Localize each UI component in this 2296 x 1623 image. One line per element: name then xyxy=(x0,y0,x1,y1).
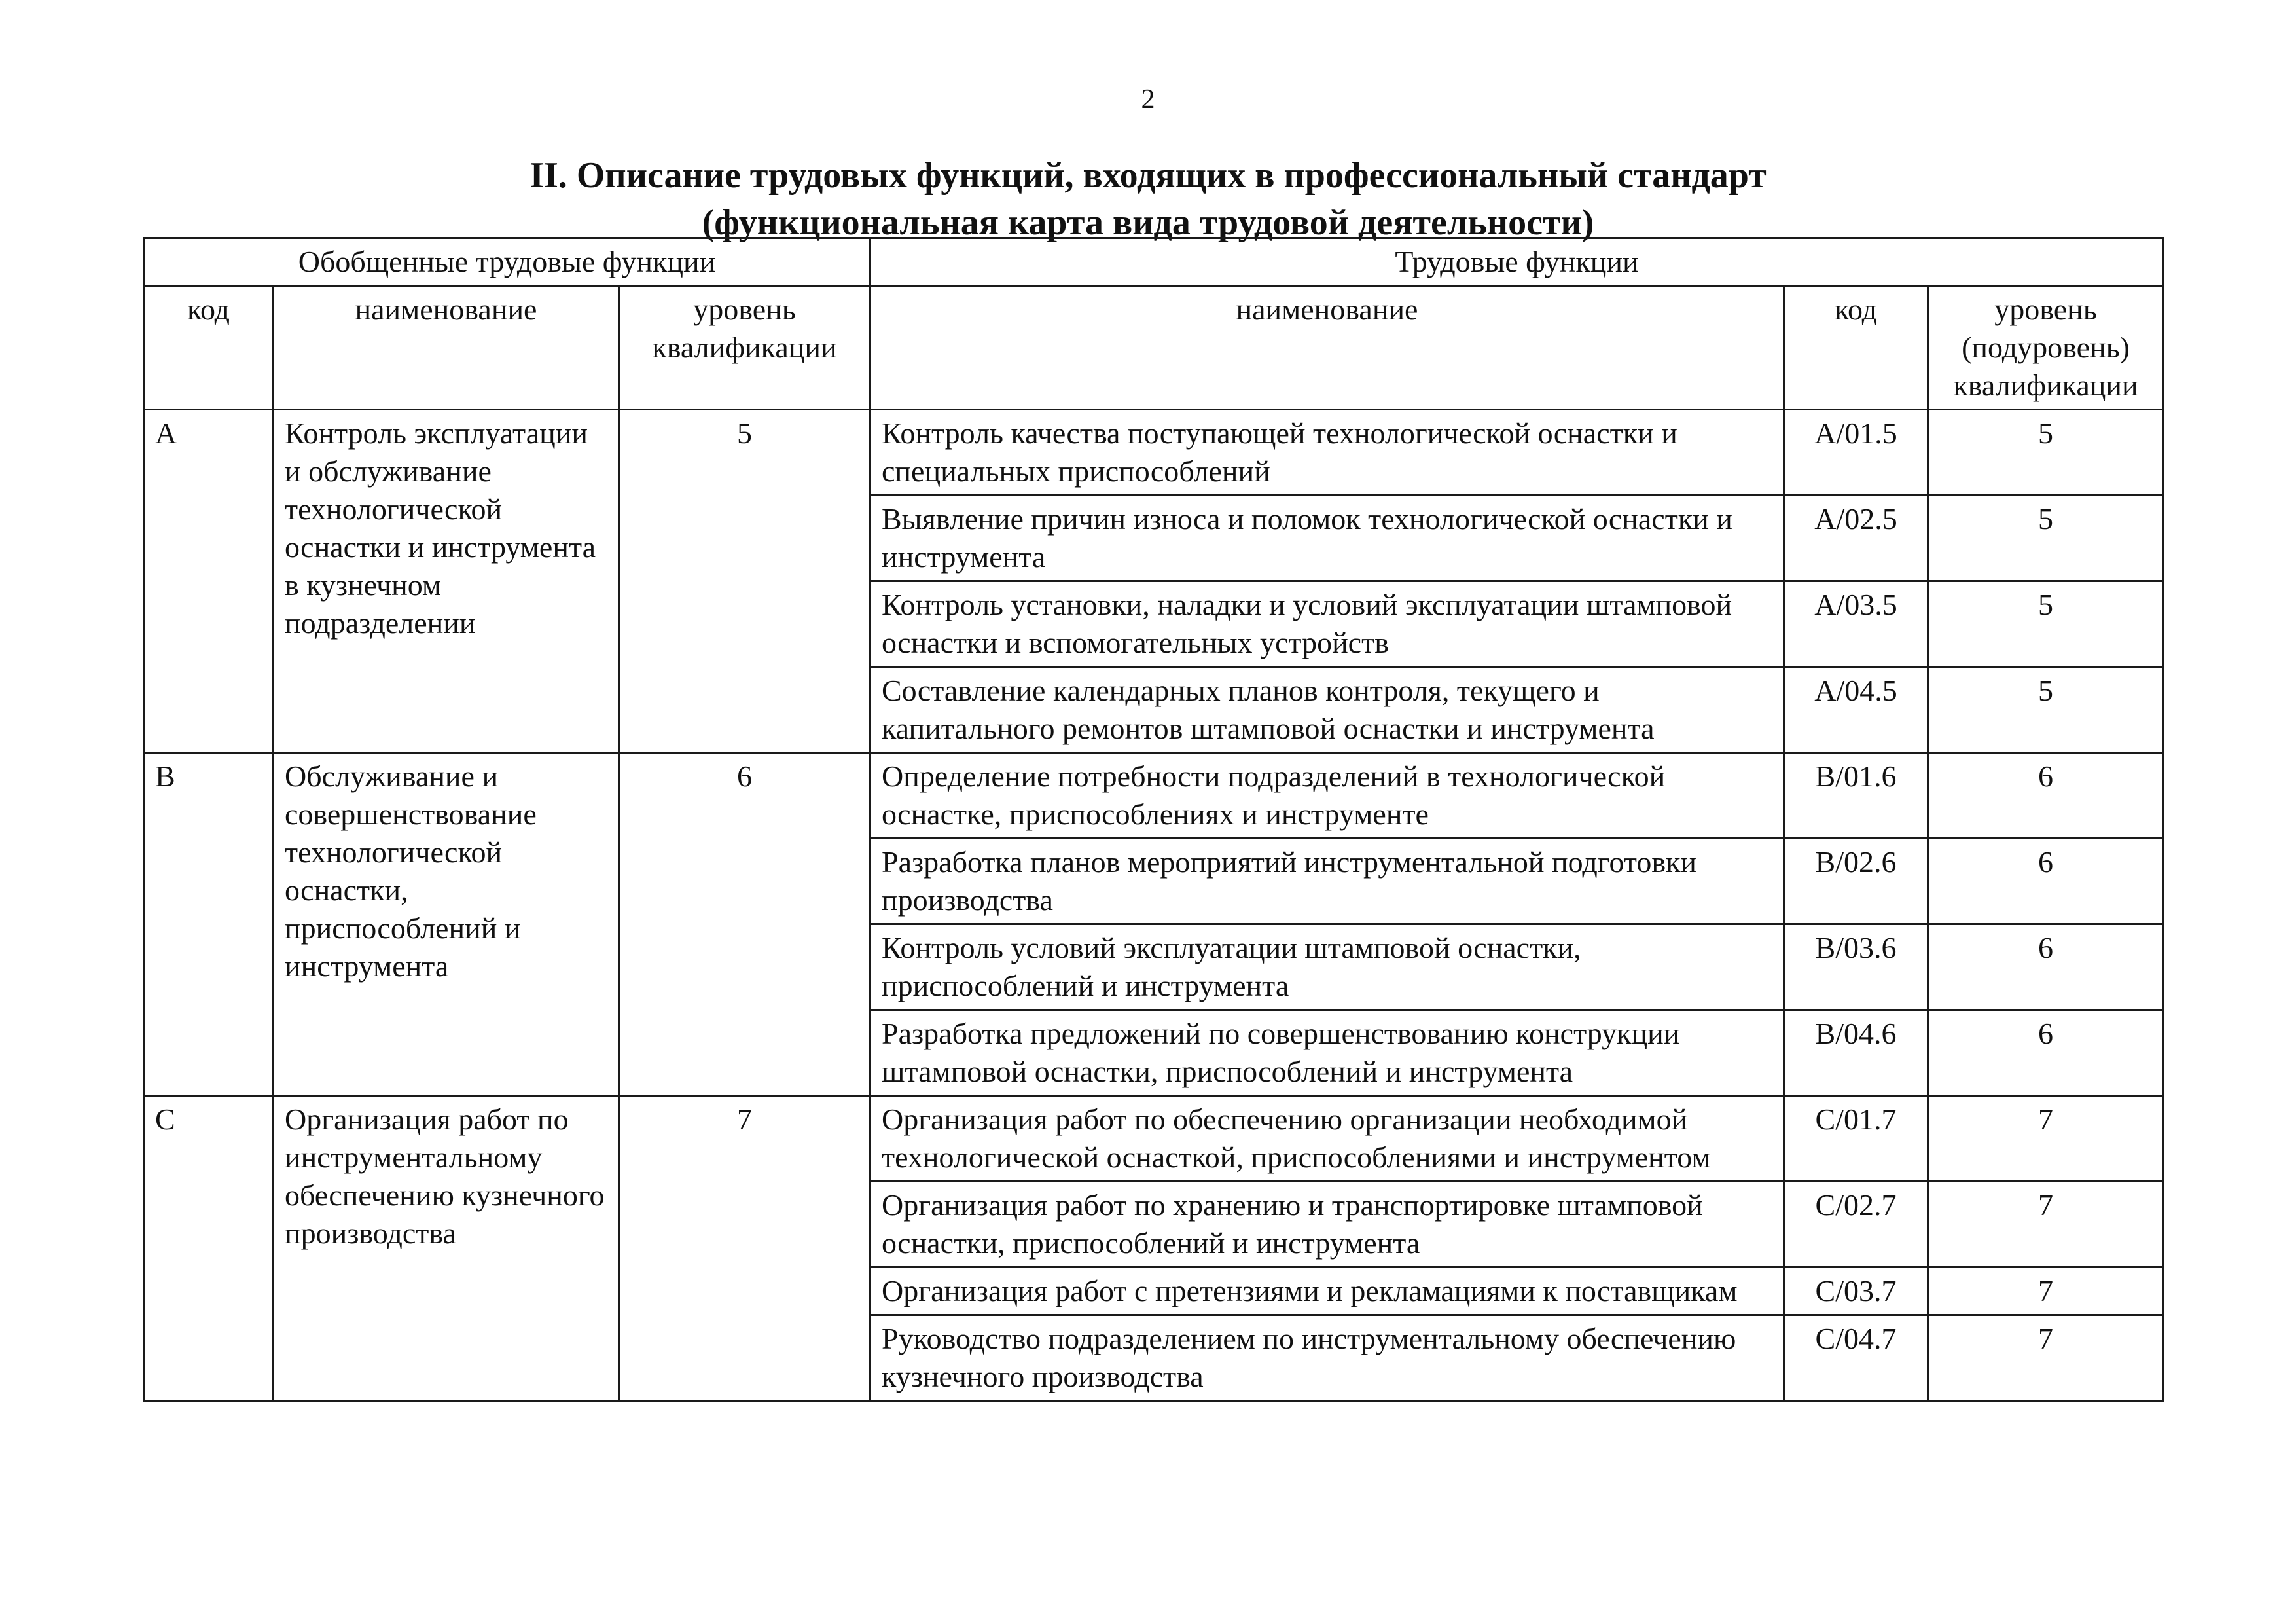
generalized-function-code: C xyxy=(144,1096,274,1401)
labor-function-name: Выявление причин износа и поломок технологической оснастки и инструмента xyxy=(870,496,1784,581)
col-header-level: уровень квалификации xyxy=(619,286,870,410)
labor-function-name: Разработка предложений по совершенствованию конструкции штамповой оснастки, приспособлений и инструмента xyxy=(870,1010,1784,1096)
labor-function-name: Составление календарных планов контроля, текущего и капитального ремонтов штамповой оснастки и инструмента xyxy=(870,667,1784,753)
functional-map-table xyxy=(143,237,2164,1402)
col-header-tf-name: наименование xyxy=(870,286,1784,410)
labor-function-name: Организация работ по обеспечению организации необходимой технологической оснасткой, приспособлениями и инструментом xyxy=(870,1096,1784,1182)
col-header-name: наименование xyxy=(274,286,619,410)
labor-function-name: Организация работ с претензиями и рекламациями к поставщикам xyxy=(870,1267,1784,1315)
labor-function-level: 6 xyxy=(1928,924,2164,1010)
generalized-function-level: 5 xyxy=(619,410,870,753)
labor-function-name: Разработка планов мероприятий инструментальной подготовки производства xyxy=(870,839,1784,924)
generalized-function-level: 6 xyxy=(619,753,870,1096)
generalized-function-level: 7 xyxy=(619,1096,870,1401)
page-number: 2 xyxy=(1141,84,1155,115)
labor-function-code: C/01.7 xyxy=(1784,1096,1928,1182)
section-title xyxy=(0,152,2296,246)
labor-function-code: A/02.5 xyxy=(1784,496,1928,581)
labor-function-level: 6 xyxy=(1928,839,2164,924)
labor-function-level: 7 xyxy=(1928,1315,2164,1401)
generalized-function-code: B xyxy=(144,753,274,1096)
section-title-line-2: (функциональная карта вида трудовой деятельности) xyxy=(702,202,1594,243)
labor-function-code: B/02.6 xyxy=(1784,839,1928,924)
column-header-row xyxy=(144,286,2164,410)
table-row xyxy=(144,410,2164,496)
labor-function-level: 5 xyxy=(1928,496,2164,581)
table-row xyxy=(144,753,2164,839)
labor-function-level: 7 xyxy=(1928,1267,2164,1315)
generalized-function-name: Организация работ по инструментальному обеспечению кузнечного производства xyxy=(274,1096,619,1401)
generalized-functions-header: Обобщенные трудовые функции xyxy=(144,238,870,286)
labor-function-level: 7 xyxy=(1928,1182,2164,1267)
labor-function-code: A/04.5 xyxy=(1784,667,1928,753)
labor-function-code: A/03.5 xyxy=(1784,581,1928,667)
labor-function-code: C/04.7 xyxy=(1784,1315,1928,1401)
labor-functions-header: Трудовые функции xyxy=(870,238,2164,286)
generalized-function-code: A xyxy=(144,410,274,753)
labor-function-code: C/03.7 xyxy=(1784,1267,1928,1315)
labor-function-level: 5 xyxy=(1928,667,2164,753)
table-row xyxy=(144,1096,2164,1182)
labor-function-level: 6 xyxy=(1928,1010,2164,1096)
col-header-tf-level: уровень (подуровень) квалификации xyxy=(1928,286,2164,410)
generalized-function-name: Обслуживание и совершенствование технологической оснастки, приспособлений и инструмента xyxy=(274,753,619,1096)
labor-function-name: Руководство подразделением по инструментальному обеспечению кузнечного производства xyxy=(870,1315,1784,1401)
labor-function-code: B/01.6 xyxy=(1784,753,1928,839)
labor-function-name: Контроль условий эксплуатации штамповой оснастки, приспособлений и инструмента xyxy=(870,924,1784,1010)
col-header-code: код xyxy=(144,286,274,410)
group-header-row xyxy=(144,238,2164,286)
labor-function-code: A/01.5 xyxy=(1784,410,1928,496)
generalized-function-name: Контроль эксплуатации и обслуживание технологической оснастки и инструмента в кузнечном подразделении xyxy=(274,410,619,753)
labor-function-code: C/02.7 xyxy=(1784,1182,1928,1267)
labor-function-level: 7 xyxy=(1928,1096,2164,1182)
labor-function-level: 5 xyxy=(1928,410,2164,496)
labor-function-name: Контроль качества поступающей технологической оснастки и специальных приспособлений xyxy=(870,410,1784,496)
labor-function-level: 5 xyxy=(1928,581,2164,667)
labor-function-code: B/03.6 xyxy=(1784,924,1928,1010)
labor-function-code: B/04.6 xyxy=(1784,1010,1928,1096)
labor-function-name: Организация работ по хранению и транспортировке штамповой оснастки, приспособлений и инструмента xyxy=(870,1182,1784,1267)
labor-function-name: Определение потребности подразделений в технологической оснастке, приспособлениях и инструменте xyxy=(870,753,1784,839)
labor-function-level: 6 xyxy=(1928,753,2164,839)
col-header-tf-code: код xyxy=(1784,286,1928,410)
labor-function-name: Контроль установки, наладки и условий эксплуатации штамповой оснастки и вспомогательных устройств xyxy=(870,581,1784,667)
section-title-line-1: II. Описание трудовых функций, входящих в профессиональный стандарт xyxy=(529,155,1767,196)
